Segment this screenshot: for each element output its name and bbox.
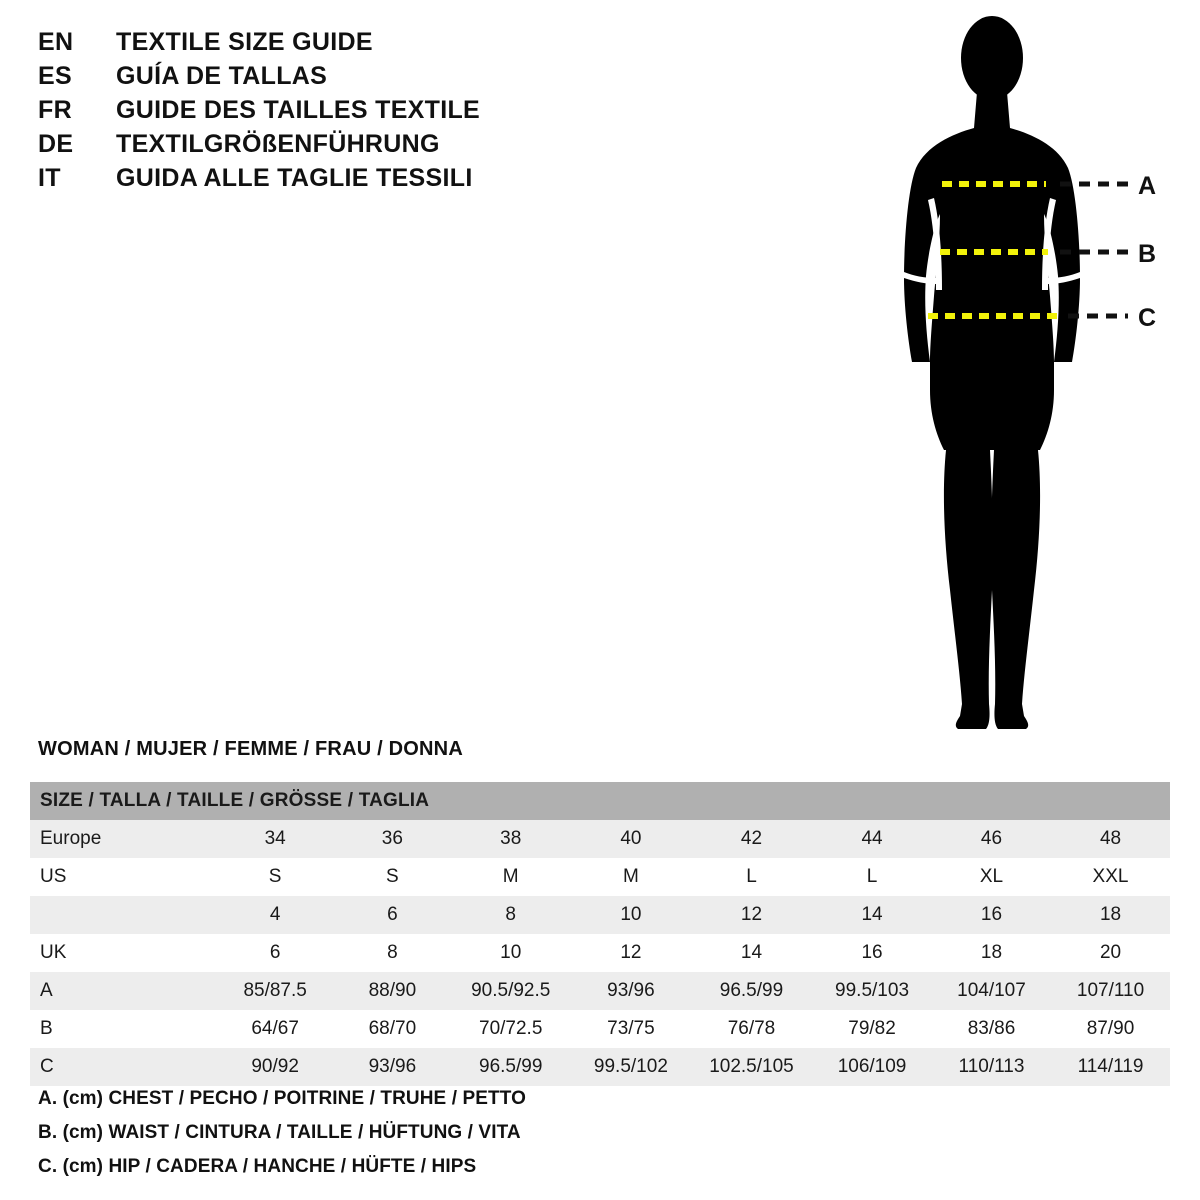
cell-us-7: XXL [1051,858,1170,896]
table-row [30,972,1170,1010]
footnote-b: B. (cm) WAIST / CINTURA / TAILLE / HÜFTUNG / VITA [38,1122,521,1143]
title-lang-en: EN [38,28,74,56]
cell-a-2: 90.5/92.5 [450,972,571,1010]
title-text-fr: GUIDE DES TAILLES TEXTILE [116,96,481,124]
footnote-a: A. (cm) CHEST / PECHO / POITRINE / TRUHE / PETTO [38,1088,526,1109]
cell-uk-2: 10 [450,934,571,972]
table-row [30,820,1170,858]
cell-a-3: 93/96 [571,972,691,1010]
cell-usnum-5: 14 [812,896,932,934]
cell-a-5: 99.5/103 [812,972,932,1010]
cell-usnum-1: 6 [334,896,450,934]
cell-europe-1: 36 [334,820,450,858]
title-text-en: TEXTILE SIZE GUIDE [116,28,373,56]
row-label-us-numeric [30,896,216,934]
cell-c-0: 90/92 [216,1048,334,1086]
cell-b-1: 68/70 [334,1010,450,1048]
cell-europe-4: 42 [691,820,812,858]
cell-c-5: 106/109 [812,1048,932,1086]
table-header-row [30,782,1170,820]
cell-uk-6: 18 [932,934,1051,972]
cell-b-5: 79/82 [812,1010,932,1048]
cell-usnum-3: 10 [571,896,691,934]
cell-c-6: 110/113 [932,1048,1051,1086]
cell-us-6: XL [932,858,1051,896]
female-silhouette-icon [904,16,1080,729]
cell-c-3: 99.5/102 [571,1048,691,1086]
cell-a-1: 88/90 [334,972,450,1010]
cell-europe-3: 40 [571,820,691,858]
cell-us-4: L [691,858,812,896]
cell-us-1: S [334,858,450,896]
cell-uk-5: 16 [812,934,932,972]
title-text-de: TEXTILGRÖßENFÜHRUNG [116,130,440,158]
cell-usnum-6: 16 [932,896,1051,934]
cell-us-5: L [812,858,932,896]
row-label-us: US [30,858,216,896]
table-row [30,858,1170,896]
row-label-b: B [30,1010,216,1048]
table-row [30,1048,1170,1086]
cell-us-3: M [571,858,691,896]
cell-europe-5: 44 [812,820,932,858]
body-figure [860,10,1190,750]
title-row-it [38,164,558,193]
title-row-de [38,130,558,159]
marker-label-c: C [1138,304,1157,332]
table-header-cell: SIZE / TALLA / TAILLE / GRÖSSE / TAGLIA [30,782,1170,820]
section-heading-woman: WOMAN / MUJER / FEMME / FRAU / DONNA [38,738,463,760]
title-lang-de: DE [38,130,74,158]
cell-c-1: 93/96 [334,1048,450,1086]
cell-a-6: 104/107 [932,972,1051,1010]
table-row [30,896,1170,934]
cell-uk-0: 6 [216,934,334,972]
cell-a-4: 96.5/99 [691,972,812,1010]
cell-europe-6: 46 [932,820,1051,858]
cell-a-0: 85/87.5 [216,972,334,1010]
cell-europe-0: 34 [216,820,334,858]
table-row [30,1010,1170,1048]
title-lang-fr: FR [38,96,72,124]
footnotes [38,1088,938,1190]
cell-c-4: 102.5/105 [691,1048,812,1086]
cell-uk-3: 12 [571,934,691,972]
cell-b-0: 64/67 [216,1010,334,1048]
size-table [30,782,1170,1086]
row-label-c: C [30,1048,216,1086]
cell-c-2: 96.5/99 [450,1048,571,1086]
cell-c-7: 114/119 [1051,1048,1170,1086]
cell-a-7: 107/110 [1051,972,1170,1010]
cell-b-6: 83/86 [932,1010,1051,1048]
cell-usnum-7: 18 [1051,896,1170,934]
title-text-it: GUIDA ALLE TAGLIE TESSILI [116,164,473,192]
row-label-a: A [30,972,216,1010]
footnote-c: C. (cm) HIP / CADERA / HANCHE / HÜFTE / HIPS [38,1156,477,1177]
title-row-en [38,28,558,57]
cell-us-2: M [450,858,571,896]
cell-europe-2: 38 [450,820,571,858]
cell-usnum-2: 8 [450,896,571,934]
title-text-es: GUÍA DE TALLAS [116,62,328,90]
marker-label-b: B [1138,240,1157,268]
cell-uk-1: 8 [334,934,450,972]
title-lang-it: IT [38,164,61,192]
row-label-uk: UK [30,934,216,972]
cell-us-0: S [216,858,334,896]
title-lang-es: ES [38,62,72,90]
cell-usnum-4: 12 [691,896,812,934]
title-row-fr [38,96,558,125]
cell-b-4: 76/78 [691,1010,812,1048]
table-row [30,934,1170,972]
row-label-europe: Europe [30,820,216,858]
title-block [38,28,558,198]
cell-usnum-0: 4 [216,896,334,934]
cell-uk-4: 14 [691,934,812,972]
marker-label-a: A [1138,172,1157,200]
cell-b-3: 73/75 [571,1010,691,1048]
title-row-es [38,62,558,91]
cell-b-7: 87/90 [1051,1010,1170,1048]
cell-europe-7: 48 [1051,820,1170,858]
cell-b-2: 70/72.5 [450,1010,571,1048]
cell-uk-7: 20 [1051,934,1170,972]
